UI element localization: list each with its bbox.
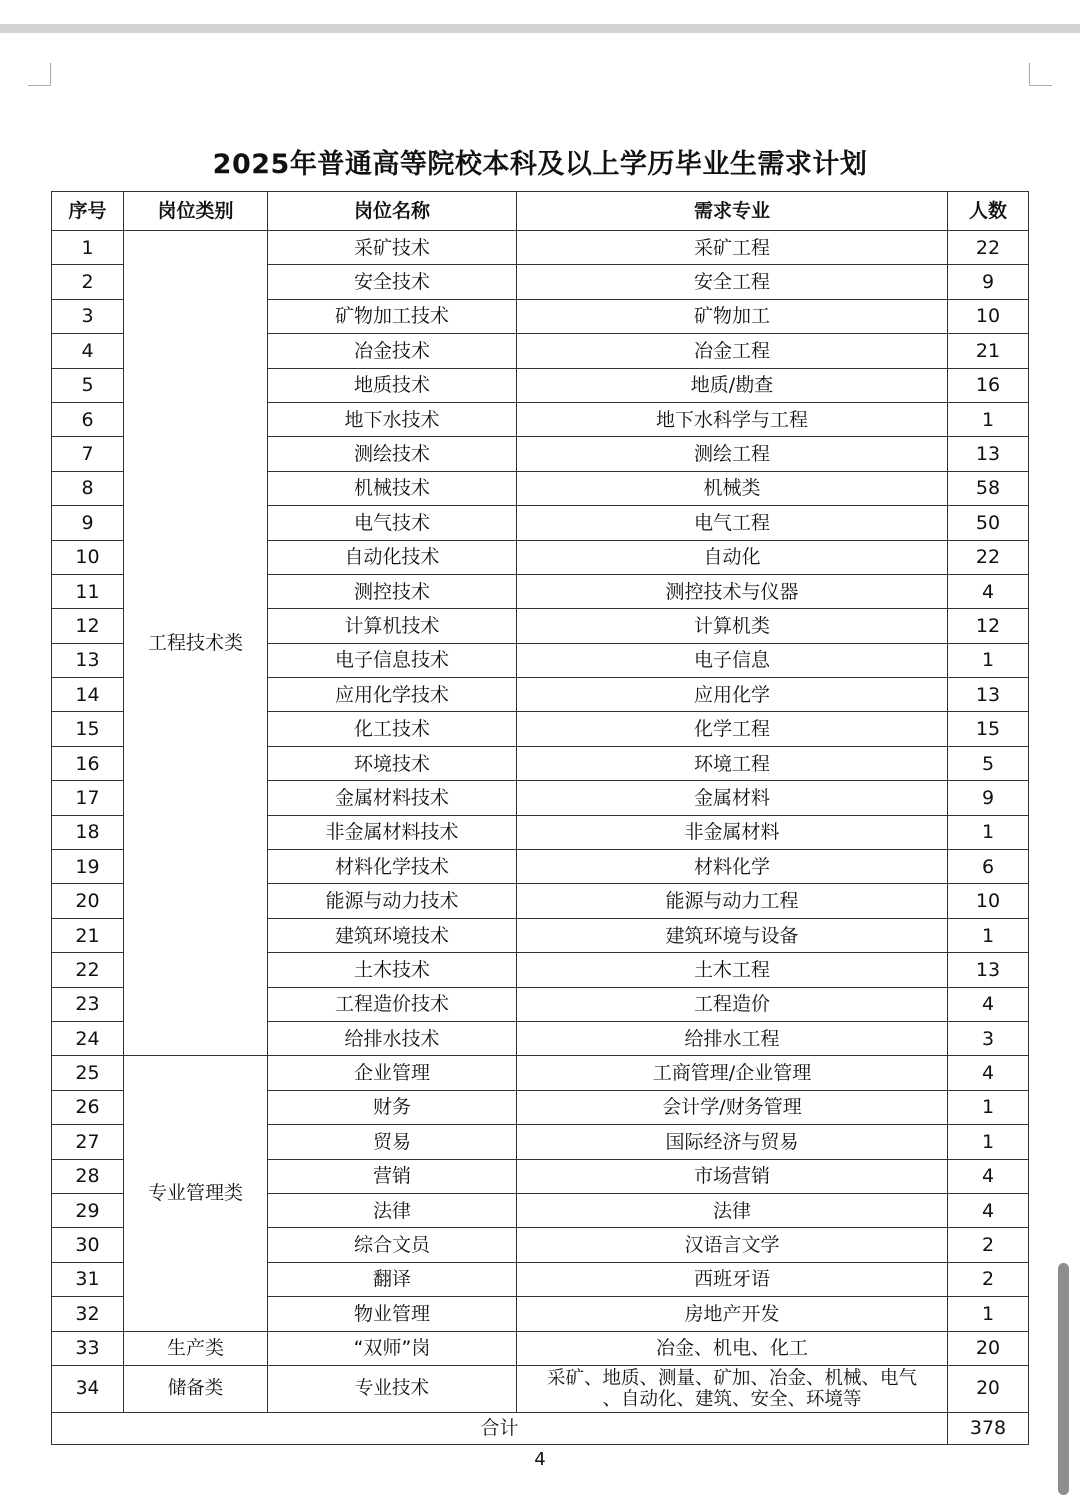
row-number: 14 [52,678,124,712]
position-name: 地下水技术 [268,402,517,436]
required-major: 计算机类 [517,609,948,643]
headcount: 10 [948,299,1029,333]
position-name: 安全技术 [268,265,517,299]
required-major: 环境工程 [517,746,948,780]
row-number: 21 [52,918,124,952]
row-number: 32 [52,1297,124,1331]
row-number: 17 [52,781,124,815]
required-major: 非金属材料 [517,815,948,849]
position-name: 营销 [268,1159,517,1193]
headcount: 9 [948,781,1029,815]
table-row [52,231,1029,265]
table-row [52,1331,1029,1365]
category-cell: 专业管理类 [124,1056,268,1331]
row-number: 34 [52,1365,124,1412]
position-name: 地质技术 [268,368,517,402]
row-number: 24 [52,1021,124,1055]
headcount: 50 [948,506,1029,540]
required-major: 工程造价 [517,987,948,1021]
position-name: 应用化学技术 [268,678,517,712]
category-cell: 生产类 [124,1331,268,1365]
required-major: 化学工程 [517,712,948,746]
row-number: 29 [52,1193,124,1227]
page-corner-mark-right [1029,63,1052,86]
required-major: 工商管理/企业管理 [517,1056,948,1090]
position-name: 给排水技术 [268,1021,517,1055]
position-name: 贸易 [268,1125,517,1159]
header-position: 岗位名称 [268,192,517,231]
required-major: 地质/勘查 [517,368,948,402]
headcount: 5 [948,746,1029,780]
row-number: 5 [52,368,124,402]
row-number: 23 [52,987,124,1021]
position-name: 建筑环境技术 [268,918,517,952]
required-major: 测控技术与仪器 [517,574,948,608]
required-major: 国际经济与贸易 [517,1125,948,1159]
row-number: 33 [52,1331,124,1365]
row-number: 19 [52,850,124,884]
headcount: 13 [948,437,1029,471]
page-corner-mark-left [28,63,51,86]
headcount: 3 [948,1021,1029,1055]
position-name: 法律 [268,1193,517,1227]
row-number: 28 [52,1159,124,1193]
row-number: 20 [52,884,124,918]
required-major: 金属材料 [517,781,948,815]
row-number: 16 [52,746,124,780]
headcount: 13 [948,678,1029,712]
header-count: 人数 [948,192,1029,231]
required-major: 建筑环境与设备 [517,918,948,952]
required-major: 测绘工程 [517,437,948,471]
position-name: 工程造价技术 [268,987,517,1021]
headcount: 21 [948,334,1029,368]
required-major: 自动化 [517,540,948,574]
row-number: 11 [52,574,124,608]
headcount: 10 [948,884,1029,918]
position-name: 物业管理 [268,1297,517,1331]
headcount: 6 [948,850,1029,884]
headcount: 1 [948,1297,1029,1331]
row-number: 27 [52,1125,124,1159]
header-category: 岗位类别 [124,192,268,231]
position-name: 电气技术 [268,506,517,540]
position-name: 企业管理 [268,1056,517,1090]
row-number: 18 [52,815,124,849]
headcount: 16 [948,368,1029,402]
headcount: 1 [948,815,1029,849]
row-number: 31 [52,1262,124,1296]
position-name: 机械技术 [268,471,517,505]
total-row [52,1412,1029,1444]
headcount: 4 [948,574,1029,608]
headcount: 1 [948,1090,1029,1124]
required-major: 给排水工程 [517,1021,948,1055]
required-major: 冶金工程 [517,334,948,368]
row-number: 4 [52,334,124,368]
row-number: 22 [52,953,124,987]
position-name: 财务 [268,1090,517,1124]
headcount: 4 [948,1056,1029,1090]
required-major: 能源与动力工程 [517,884,948,918]
table-header-row [52,192,1029,231]
position-name: 综合文员 [268,1228,517,1262]
headcount: 2 [948,1228,1029,1262]
headcount: 4 [948,1193,1029,1227]
headcount: 2 [948,1262,1029,1296]
required-major: 西班牙语 [517,1262,948,1296]
page-number: 4 [534,1449,546,1470]
required-major: 矿物加工 [517,299,948,333]
position-name: 冶金技术 [268,334,517,368]
position-name: 翻译 [268,1262,517,1296]
position-name: 测绘技术 [268,437,517,471]
required-major: 应用化学 [517,678,948,712]
required-major: 地下水科学与工程 [517,402,948,436]
headcount: 4 [948,987,1029,1021]
required-major: 采矿工程 [517,231,948,265]
row-number: 13 [52,643,124,677]
position-name: 非金属材料技术 [268,815,517,849]
position-name: “双师”岗 [268,1331,517,1365]
top-toolbar-strip [0,24,1080,33]
position-name: 专业技术 [268,1365,517,1412]
required-major: 采矿、地质、测量、矿加、冶金、机械、电气 、自动化、建筑、安全、环境等 [517,1365,948,1412]
row-number: 2 [52,265,124,299]
required-major: 安全工程 [517,265,948,299]
headcount: 1 [948,918,1029,952]
total-label: 合计 [52,1412,948,1444]
position-name: 能源与动力技术 [268,884,517,918]
row-number: 8 [52,471,124,505]
row-number: 25 [52,1056,124,1090]
scrollbar[interactable] [1058,1263,1069,1495]
required-major: 土木工程 [517,953,948,987]
position-name: 测控技术 [268,574,517,608]
headcount: 1 [948,402,1029,436]
required-major: 电气工程 [517,506,948,540]
required-major: 会计学/财务管理 [517,1090,948,1124]
table-row [52,1056,1029,1090]
required-major: 市场营销 [517,1159,948,1193]
position-name: 环境技术 [268,746,517,780]
headcount: 22 [948,231,1029,265]
row-number: 26 [52,1090,124,1124]
position-name: 矿物加工技术 [268,299,517,333]
row-number: 1 [52,231,124,265]
row-number: 9 [52,506,124,540]
headcount: 20 [948,1331,1029,1365]
headcount: 9 [948,265,1029,299]
position-name: 自动化技术 [268,540,517,574]
row-number: 15 [52,712,124,746]
table-row [52,1365,1029,1412]
required-major: 汉语言文学 [517,1228,948,1262]
headcount: 1 [948,1125,1029,1159]
headcount: 22 [948,540,1029,574]
category-cell: 储备类 [124,1365,268,1412]
headcount: 12 [948,609,1029,643]
category-cell: 工程技术类 [124,231,268,1056]
demand-table [51,191,1029,1445]
position-name: 电子信息技术 [268,643,517,677]
headcount: 20 [948,1365,1029,1412]
row-number: 6 [52,402,124,436]
headcount: 15 [948,712,1029,746]
row-number: 10 [52,540,124,574]
row-number: 7 [52,437,124,471]
required-major: 材料化学 [517,850,948,884]
position-name: 采矿技术 [268,231,517,265]
headcount: 13 [948,953,1029,987]
required-major: 房地产开发 [517,1297,948,1331]
headcount: 4 [948,1159,1029,1193]
document-title: 2025年普通高等院校本科及以上学历毕业生需求计划 [212,149,868,180]
headcount: 1 [948,643,1029,677]
required-major: 冶金、机电、化工 [517,1331,948,1365]
row-number: 12 [52,609,124,643]
header-major: 需求专业 [517,192,948,231]
required-major: 电子信息 [517,643,948,677]
headcount: 58 [948,471,1029,505]
position-name: 计算机技术 [268,609,517,643]
position-name: 金属材料技术 [268,781,517,815]
required-major: 法律 [517,1193,948,1227]
position-name: 材料化学技术 [268,850,517,884]
position-name: 化工技术 [268,712,517,746]
total-count: 378 [948,1412,1029,1444]
row-number: 30 [52,1228,124,1262]
header-no: 序号 [52,192,124,231]
row-number: 3 [52,299,124,333]
required-major: 机械类 [517,471,948,505]
position-name: 土木技术 [268,953,517,987]
table-body [52,231,1029,1413]
